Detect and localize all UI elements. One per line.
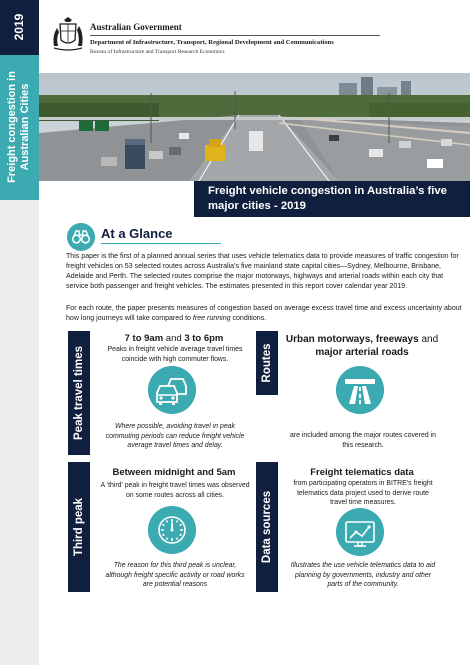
peak-italic-text: Where possible, avoiding travel in peak commuting periods can reduce freight vehicle average travel times and delay. (105, 423, 245, 450)
header-divider (90, 35, 380, 36)
government-name: Australian Government (90, 22, 182, 32)
method-paragraph-text: For each route, the paper presents measures of congestion based on average excess travel time and excess uncertainty about how long journeys will take compared to (66, 305, 462, 323)
peak-travel-times-label: Peak travel times (73, 346, 85, 440)
bureau-name: Bureau of Infrastructure and Transport Research Economics (90, 49, 225, 55)
topic-label-line2: Australian Cities (19, 83, 31, 171)
peak-travel-times-label-bar (68, 331, 90, 455)
report-title-line2: major cities - 2019 (208, 200, 306, 212)
peak-afternoon: 3 to 6pm (184, 333, 224, 344)
third-peak-label: Third peak (73, 497, 85, 557)
traffic-cars-icon (148, 366, 196, 414)
intro-paragraph: This paper is the first of a planned annual series that uses vehicle telematics data to provide measures of traffic congestion for freight vehicles on 53 selected routes across Australia’s five mainland state capital cities—Sydney, Melbourne, Brisbane, Adelaide and Perth. The selected routes comprise the major motorways, highways and arterial roads within each city that service both passenger and freight vehicles. The estimates presented in this report cover calendar year 2019. (66, 253, 459, 291)
department-name: Department of Infrastructure, Transport, Regional Development and Communications (90, 39, 334, 46)
topic-label-line1: Freight congestion in (6, 71, 18, 183)
year-label: 2019 (12, 13, 26, 41)
routes-heading-bold1: Urban motorways, freeways (285, 334, 419, 345)
third-peak-heading: Between midnight and 5am (112, 467, 236, 478)
sidebar (0, 0, 39, 665)
binoculars-icon (67, 223, 95, 251)
topic-label (6, 71, 32, 183)
routes-label-bar (256, 331, 278, 395)
routes-label: Routes (261, 343, 273, 383)
clock-icon (148, 506, 196, 554)
heading-underline (101, 243, 221, 244)
crest-icon (50, 16, 86, 54)
routes-heading-and: and (418, 334, 439, 345)
at-a-glance-heading: At a Glance (101, 226, 173, 241)
data-sources-heading: Freight telematics data (310, 467, 414, 478)
report-title-line1: Freight vehicle congestion in Australia’s five (208, 185, 447, 197)
data-sources-label-bar (256, 462, 278, 592)
topic-tab (0, 55, 39, 200)
data-sources-italic-text: Illustrates the use vehicle telematics data to aid planning by governments, industry and other parts of the community. (290, 562, 436, 589)
free-running-term: free running (192, 315, 231, 323)
peak-times-heading (94, 333, 254, 345)
routes-heading (282, 333, 442, 359)
peak-and: and (163, 333, 185, 344)
government-header (50, 14, 460, 64)
report-title (194, 181, 470, 217)
routes-text: are included among the major routes covered in this research. (290, 432, 436, 449)
peak-morning: 7 to 9am (124, 333, 164, 344)
data-sources-label: Data sources (261, 490, 273, 564)
freeway-photo (39, 73, 470, 181)
year-tab (0, 0, 39, 55)
data-sources-text: from participating operators in BITRE’s freight telematics data project used to derive route travel time measures. (293, 480, 433, 507)
routes-heading-bold2: major arterial roads (315, 347, 409, 358)
third-peak-label-bar (68, 462, 90, 592)
method-paragraph-end: conditions. (230, 315, 267, 323)
motorway-icon (336, 366, 384, 414)
third-peak-text: A ‘third’ peak in freight travel times was observed on some routes across all cities. (100, 482, 250, 499)
peak-text: Peaks in freight vehicle average travel times coincide with high commuter flows. (107, 346, 243, 363)
third-peak-italic-text: The reason for this third peak is unclear, although freight specific activity or road works are potential reasons (105, 562, 245, 589)
telematics-map-icon (336, 508, 384, 556)
method-paragraph (66, 304, 464, 324)
